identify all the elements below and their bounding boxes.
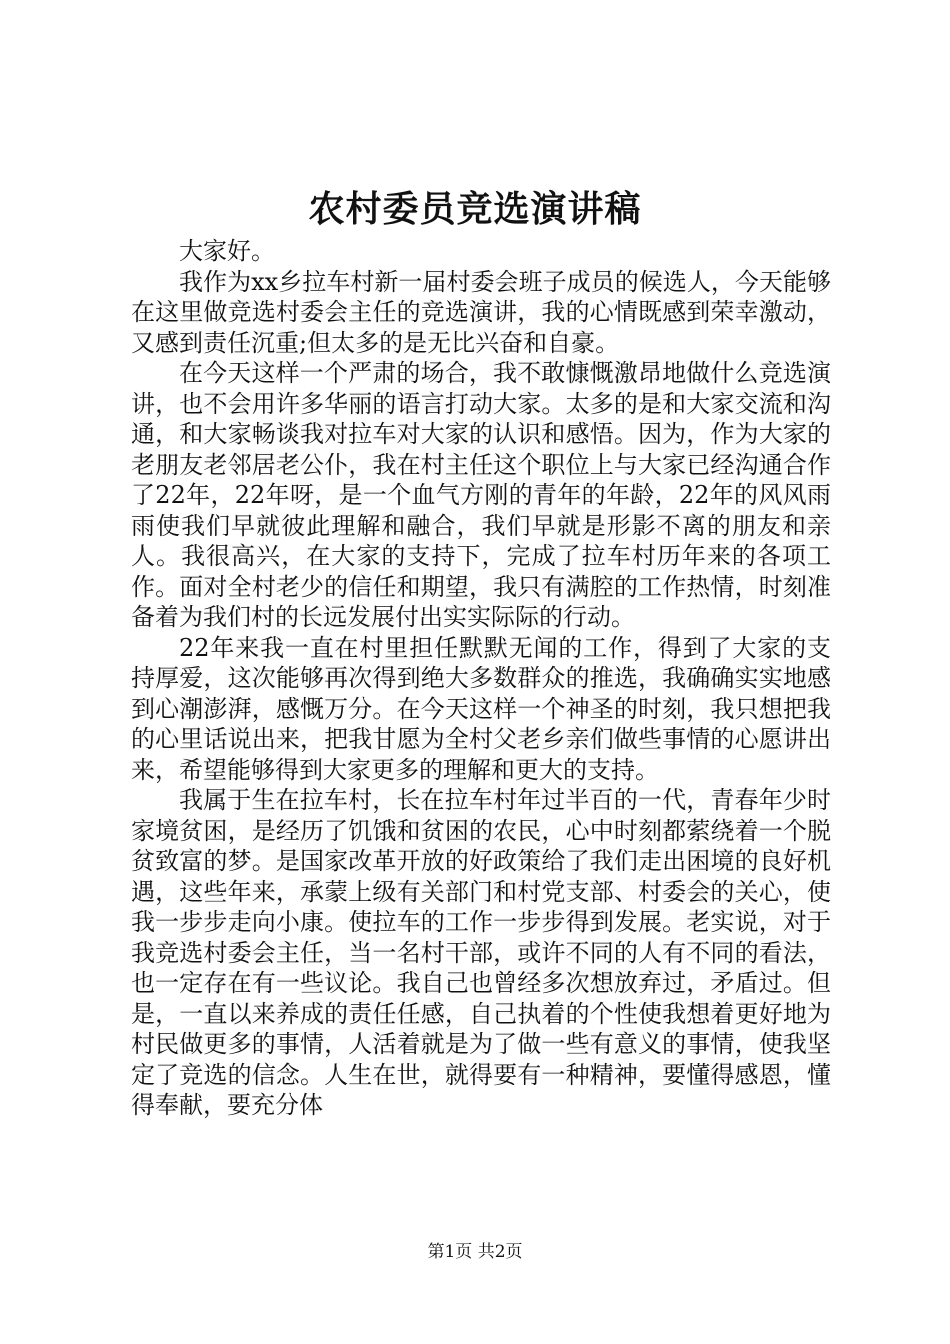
page-number-footer: 第1页 共2页 [427, 1242, 523, 1262]
paragraph-greeting: 大家好。 [179, 237, 275, 265]
paragraph-introduction: 我作为xx乡拉车村新一届村委会班子成员的候选人，今天能够在这里做竞选村委会主任的竞选演讲，我的心情既感到荣幸激动，又感到责任沉重;但太多的是无比兴奋和自豪。 [131, 267, 831, 357]
document-title: 农村委员竞选演讲稿 [308, 188, 642, 230]
document-body [131, 236, 831, 1121]
paragraph-occasion: 在今天这样一个严肃的场合，我不敢慷慨激昂地做什么竞选演讲，也不会用许多华丽的语言打动大家。太多的是和大家交流和沟通，和大家畅谈我对拉车对大家的认识和感悟。因为，作为大家的老朋友老邻居老公仆，我在村主任这个职位上与大家已经沟通合作了22年，22年呀，是一个血气方刚的青年的年龄，22年的风风雨雨使我们早就彼此理解和融合，我们早就是形影不离的朋友和亲人。我很高兴，在大家的支持下，完成了拉车村历年来的各项工作。面对全村老少的信任和期望，我只有满腔的工作热情，时刻准备着为我们村的长远发展付出实实际际的行动。 [131, 359, 831, 631]
paragraph-background: 我属于生在拉车村，长在拉车村年过半百的一代，青春年少时家境贫困，是经历了饥饿和贫困的农民，心中时刻都萦绕着一个脱贫致富的梦。是国家改革开放的好政策给了我们走出困境的良好机遇，这些年来，承蒙上级有关部门和村党支部、村委会的关心，使我一步步走向小康。使拉车的工作一步步得到发展。老实说，对于我竞选村委会主任，当一名村干部，或许不同的人有不同的看法，也一定存在有一些议论。我自己也曾经多次想放弃过，矛盾过。但是，一直以来养成的责任任感，自己执着的个性使我想着更好地为村民做更多的事情，人活着就是为了做一些有意义的事情，使我坚定了竞选的信念。人生在世，就得要有一种精神，要懂得感恩，懂得奉献，要充分体 [131, 786, 831, 1119]
paragraph-service-history: 22年来我一直在村里担任默默无闻的工作，得到了大家的支持厚爱，这次能够再次得到绝大多数群众的推选，我确确实实地感到心潮澎湃，感慨万分。在今天这样一个神圣的时刻，我只想把我的心里话说出来，把我甘愿为全村父老乡亲们做些事情的心愿讲出来，希望能够得到大家更多的理解和更大的支持。 [131, 633, 831, 784]
